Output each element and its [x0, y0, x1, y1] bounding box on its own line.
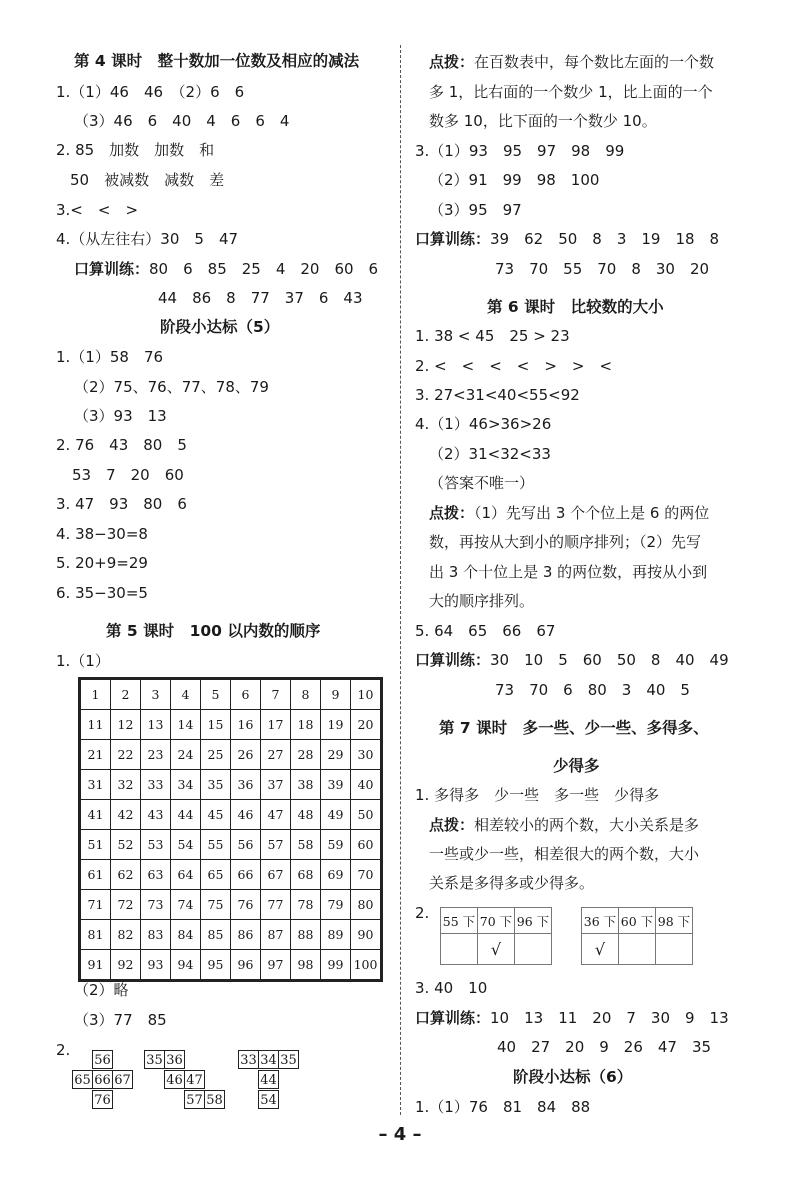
tip-label: 点拨： — [429, 816, 475, 834]
grid-cell: 29 — [321, 740, 351, 770]
grid-row — [81, 800, 381, 830]
number-puzzle-3 — [238, 1050, 308, 1110]
stage5-q4: 4. 38−30=8 — [56, 525, 148, 543]
oral-label: 口算训练： — [415, 651, 491, 669]
grid-cell: 17 — [261, 710, 291, 740]
lesson7-q1: 1. 多得多 少一些 多一些 少得多 — [415, 786, 660, 804]
grid-cell: 28 — [291, 740, 321, 770]
lesson4-q4: 4.（从左往右）30 5 47 — [56, 230, 239, 248]
grid-cell: 44 — [171, 800, 201, 830]
grid-row — [81, 830, 381, 860]
grid-cell: 89 — [321, 920, 351, 950]
grid-cell: 48 — [291, 800, 321, 830]
grid-cell: 76 — [231, 890, 261, 920]
grid-cell: 47 — [261, 800, 291, 830]
grid-cell: 59 — [321, 830, 351, 860]
grid-cell: 4 — [171, 680, 201, 710]
tip-text: （1）先写出 3 个个位上是 6 的两位 — [474, 504, 710, 522]
grid-cell: 81 — [81, 920, 111, 950]
grid-row — [81, 740, 381, 770]
puzzle-cell: 44 — [258, 1070, 279, 1089]
lesson5-q1: 1.（1） — [56, 652, 110, 670]
grid-cell: 65 — [201, 860, 231, 890]
grid-cell: 77 — [261, 890, 291, 920]
tip-label: 点拨： — [429, 53, 475, 71]
grid-cell: 56 — [231, 830, 261, 860]
stage5-title: 阶段小达标（5） — [160, 318, 280, 336]
grid-cell: 21 — [81, 740, 111, 770]
table-header-cell: 96 下 — [515, 908, 552, 934]
lesson7-q2: 2. — [415, 904, 430, 922]
puzzle-cell: 56 — [92, 1050, 113, 1069]
oral-a-row2: 73 70 55 70 8 30 20 — [495, 260, 710, 278]
grid-cell: 27 — [261, 740, 291, 770]
grid-cell: 88 — [291, 920, 321, 950]
grid-row — [81, 890, 381, 920]
lesson4-title: 第 4 课时 整十数加一位数及相应的减法 — [74, 52, 360, 70]
puzzle-cell: 35 — [278, 1050, 299, 1069]
grid-cell: 7 — [261, 680, 291, 710]
lesson6-q4: 4.（1）46>36>26 — [415, 415, 552, 433]
grid-cell: 16 — [231, 710, 261, 740]
grid-cell: 97 — [261, 950, 291, 980]
stage5-q5: 5. 20+9=29 — [56, 554, 148, 572]
stage5-q1: 1.（1）58 76 — [56, 348, 164, 366]
grid-cell: 49 — [321, 800, 351, 830]
grid-cell: 78 — [291, 890, 321, 920]
grid-cell: 98 — [291, 950, 321, 980]
grid-cell: 34 — [171, 770, 201, 800]
grid-cell: 95 — [201, 950, 231, 980]
grid-cell: 83 — [141, 920, 171, 950]
grid-cell: 38 — [291, 770, 321, 800]
lesson6-q2: 2. < < < < > > < — [415, 357, 613, 375]
puzzle-cell: 34 — [258, 1050, 279, 1069]
stage5-q6: 6. 35−30=5 — [56, 584, 148, 602]
puzzle-cell: 47 — [184, 1070, 205, 1089]
column-divider — [400, 45, 401, 1115]
puzzle-cell: 35 — [144, 1050, 165, 1069]
grid-row — [81, 860, 381, 890]
grid-cell: 13 — [141, 710, 171, 740]
lesson7-tip-line1 — [429, 815, 699, 835]
grid-cell: 18 — [291, 710, 321, 740]
grid-cell: 24 — [171, 740, 201, 770]
grid-cell: 12 — [111, 710, 141, 740]
puzzle-cell: 36 — [164, 1050, 185, 1069]
lesson7-title: 第 7 课时 多一些、少一些、多得多、 — [439, 719, 709, 737]
lesson6-note: （答案不唯一） — [429, 474, 535, 492]
q3-line1: 3.（1）93 95 97 98 99 — [415, 142, 625, 160]
stage5-q1-3: （3）93 13 — [74, 407, 167, 425]
table-cell — [656, 934, 693, 965]
puzzle-cell: 66 — [92, 1070, 113, 1089]
tip-text: 相差较小的两个数，大小关系是多 — [474, 816, 700, 834]
grid-cell: 93 — [141, 950, 171, 980]
lesson4-oral — [74, 259, 378, 279]
grid-cell: 22 — [111, 740, 141, 770]
page-number: – 4 – — [378, 1124, 422, 1145]
grid-cell: 85 — [201, 920, 231, 950]
grid-cell: 9 — [321, 680, 351, 710]
grid-cell: 96 — [231, 950, 261, 980]
grid-cell: 79 — [321, 890, 351, 920]
grid-cell: 25 — [201, 740, 231, 770]
grid-cell: 37 — [261, 770, 291, 800]
grid-cell: 91 — [81, 950, 111, 980]
table-cell — [619, 934, 656, 965]
grid-cell: 46 — [231, 800, 261, 830]
grid-cell: 80 — [351, 890, 381, 920]
grid-cell: 10 — [351, 680, 381, 710]
puzzle-cell: 76 — [92, 1090, 113, 1109]
puzzle-cell: 54 — [258, 1090, 279, 1109]
q3-line2: （2）91 99 98 100 — [429, 171, 600, 189]
grid-cell: 33 — [141, 770, 171, 800]
stage6-q1: 1.（1）76 81 84 88 — [415, 1098, 591, 1116]
grid-cell: 94 — [171, 950, 201, 980]
oral-label: 口算训练： — [415, 230, 491, 248]
grid-cell: 53 — [141, 830, 171, 860]
oral-label: 口算训练： — [415, 1009, 491, 1027]
tally-table-1 — [440, 907, 552, 965]
grid-cell: 61 — [81, 860, 111, 890]
grid-cell: 11 — [81, 710, 111, 740]
table-cell-check: √ — [478, 934, 515, 965]
grid-cell: 35 — [201, 770, 231, 800]
lesson4-q2: 2. 85 加数 加数 和 — [56, 141, 215, 159]
table-header-cell: 60 下 — [619, 908, 656, 934]
grid-row — [81, 710, 381, 740]
table-header-cell: 55 下 — [441, 908, 478, 934]
oral-row1: 10 13 11 20 7 30 9 13 — [490, 1009, 729, 1027]
grid-cell: 41 — [81, 800, 111, 830]
table-cell-check: √ — [582, 934, 619, 965]
grid-cell: 66 — [231, 860, 261, 890]
lesson7-q3: 3. 40 10 — [415, 979, 488, 997]
puzzle-cell: 67 — [112, 1070, 133, 1089]
lesson6-tip-line3: 出 3 个十位上是 3 的两位数，再按从小到 — [429, 563, 708, 581]
tip1-line1 — [429, 52, 714, 72]
grid-cell: 63 — [141, 860, 171, 890]
grid-cell: 70 — [351, 860, 381, 890]
grid-row — [81, 950, 381, 980]
lesson6-title: 第 6 课时 比较数的大小 — [487, 298, 664, 316]
grid-cell: 23 — [141, 740, 171, 770]
grid-cell: 71 — [81, 890, 111, 920]
grid-cell: 69 — [321, 860, 351, 890]
grid-cell: 60 — [351, 830, 381, 860]
grid-cell: 73 — [141, 890, 171, 920]
grid-cell: 62 — [111, 860, 141, 890]
grid-cell: 20 — [351, 710, 381, 740]
grid-cell: 31 — [81, 770, 111, 800]
grid-cell: 39 — [321, 770, 351, 800]
lesson6-q1: 1. 38 < 45 25 > 23 — [415, 327, 570, 345]
stage5-q1-2: （2）75、76、77、78、79 — [74, 378, 269, 396]
grid-cell: 40 — [351, 770, 381, 800]
grid-cell: 15 — [201, 710, 231, 740]
hundred-chart-table — [80, 679, 381, 980]
grid-cell: 3 — [141, 680, 171, 710]
lesson7-oral-row2: 40 27 20 9 26 47 35 — [497, 1038, 712, 1056]
lesson6-oral-row2: 73 70 6 80 3 40 5 — [495, 681, 690, 699]
lesson6-tip-line2: 数，再按从大到小的顺序排列；（2）先写 — [429, 533, 702, 551]
tip-text: 在百数表中，每个数比左面的一个数 — [474, 53, 715, 71]
lesson4-q3: 3.< < > — [56, 201, 139, 219]
grid-cell: 5 — [201, 680, 231, 710]
q3-line3: （3）95 97 — [429, 201, 522, 219]
grid-cell: 51 — [81, 830, 111, 860]
oral-row1: 30 10 5 60 50 8 40 49 — [490, 651, 729, 669]
grid-cell: 74 — [171, 890, 201, 920]
grid-cell: 1 — [81, 680, 111, 710]
grid-cell: 55 — [201, 830, 231, 860]
lesson6-tip-line4: 大的顺序排列。 — [429, 592, 535, 610]
grid-cell: 50 — [351, 800, 381, 830]
oral-a-row1 — [415, 229, 719, 249]
grid-cell: 86 — [231, 920, 261, 950]
lesson4-q1-3: （3）46 6 40 4 6 6 4 — [74, 112, 290, 130]
puzzle-cell: 33 — [238, 1050, 259, 1069]
grid-row — [81, 680, 381, 710]
grid-cell: 84 — [171, 920, 201, 950]
stage6-title: 阶段小达标（6） — [513, 1068, 633, 1086]
lesson7-tip-line3: 关系是多得多或少得多。 — [429, 874, 595, 892]
grid-cell: 75 — [201, 890, 231, 920]
lesson6-q5: 5. 64 65 66 67 — [415, 622, 556, 640]
lesson5-q2: 2. — [56, 1041, 71, 1059]
grid-cell: 99 — [321, 950, 351, 980]
grid-cell: 30 — [351, 740, 381, 770]
grid-cell: 43 — [141, 800, 171, 830]
grid-cell: 52 — [111, 830, 141, 860]
lesson4-q2-row2: 50 被减数 减数 差 — [70, 171, 225, 189]
number-puzzle-2 — [144, 1050, 224, 1110]
grid-row — [81, 920, 381, 950]
grid-cell: 32 — [111, 770, 141, 800]
grid-cell: 68 — [291, 860, 321, 890]
grid-cell: 19 — [321, 710, 351, 740]
stage5-q2: 2. 76 43 80 5 — [56, 436, 187, 454]
grid-cell: 2 — [111, 680, 141, 710]
grid-cell: 67 — [261, 860, 291, 890]
tip1-line2: 多 1，比右面的一个数少 1，比上面的一个 — [429, 83, 713, 101]
lesson5-q1-3: （3）77 85 — [74, 1011, 167, 1029]
lesson6-q3: 3. 27<31<40<55<92 — [415, 386, 580, 404]
grid-cell: 42 — [111, 800, 141, 830]
lesson6-tip-line1 — [429, 503, 709, 523]
lesson7-title-cont: 少得多 — [553, 757, 600, 775]
puzzle-cell: 58 — [204, 1090, 225, 1109]
grid-cell: 8 — [291, 680, 321, 710]
grid-cell: 26 — [231, 740, 261, 770]
table-cell — [515, 934, 552, 965]
puzzle-cell: 46 — [164, 1070, 185, 1089]
lesson6-q4-2: （2）31<32<33 — [429, 445, 551, 463]
stage5-q2-row2: 53 7 20 60 — [72, 466, 184, 484]
lesson5-title: 第 5 课时 100 以内数的顺序 — [106, 622, 321, 640]
grid-cell: 82 — [111, 920, 141, 950]
grid-cell: 45 — [201, 800, 231, 830]
grid-cell: 92 — [111, 950, 141, 980]
lesson4-q1: 1.（1）46 46 （2）6 6 — [56, 83, 245, 101]
grid-cell: 57 — [261, 830, 291, 860]
table-header-cell: 98 下 — [656, 908, 693, 934]
lesson7-tip-line2: 一些或少一些，相差很大的两个数，大小 — [429, 845, 700, 863]
oral-row1: 80 6 85 25 4 20 60 6 — [149, 260, 379, 278]
grid-cell: 58 — [291, 830, 321, 860]
oral-row1: 39 62 50 8 3 19 18 8 — [490, 230, 720, 248]
lesson4-oral-row2: 44 86 8 77 37 6 43 — [158, 289, 363, 307]
table-cell — [441, 934, 478, 965]
tip1-line3: 数多 10，比下面的一个数少 10。 — [429, 112, 657, 130]
tally-table-2 — [581, 907, 693, 965]
grid-cell: 64 — [171, 860, 201, 890]
grid-cell: 87 — [261, 920, 291, 950]
lesson7-oral-row1 — [415, 1008, 729, 1028]
puzzle-cell: 65 — [72, 1070, 93, 1089]
grid-cell: 100 — [351, 950, 381, 980]
grid-cell: 72 — [111, 890, 141, 920]
grid-cell: 54 — [171, 830, 201, 860]
table-header-cell: 36 下 — [582, 908, 619, 934]
lesson6-oral-row1 — [415, 650, 729, 670]
tip-label: 点拨： — [429, 504, 475, 522]
grid-cell: 6 — [231, 680, 261, 710]
puzzle-cell: 57 — [184, 1090, 205, 1109]
stage5-q3: 3. 47 93 80 6 — [56, 495, 187, 513]
lesson5-q1-2: （2）略 — [74, 981, 129, 999]
grid-row — [81, 770, 381, 800]
grid-cell: 14 — [171, 710, 201, 740]
grid-cell: 36 — [231, 770, 261, 800]
table-header-cell: 70 下 — [478, 908, 515, 934]
grid-cell: 90 — [351, 920, 381, 950]
oral-label: 口算训练： — [74, 260, 150, 278]
